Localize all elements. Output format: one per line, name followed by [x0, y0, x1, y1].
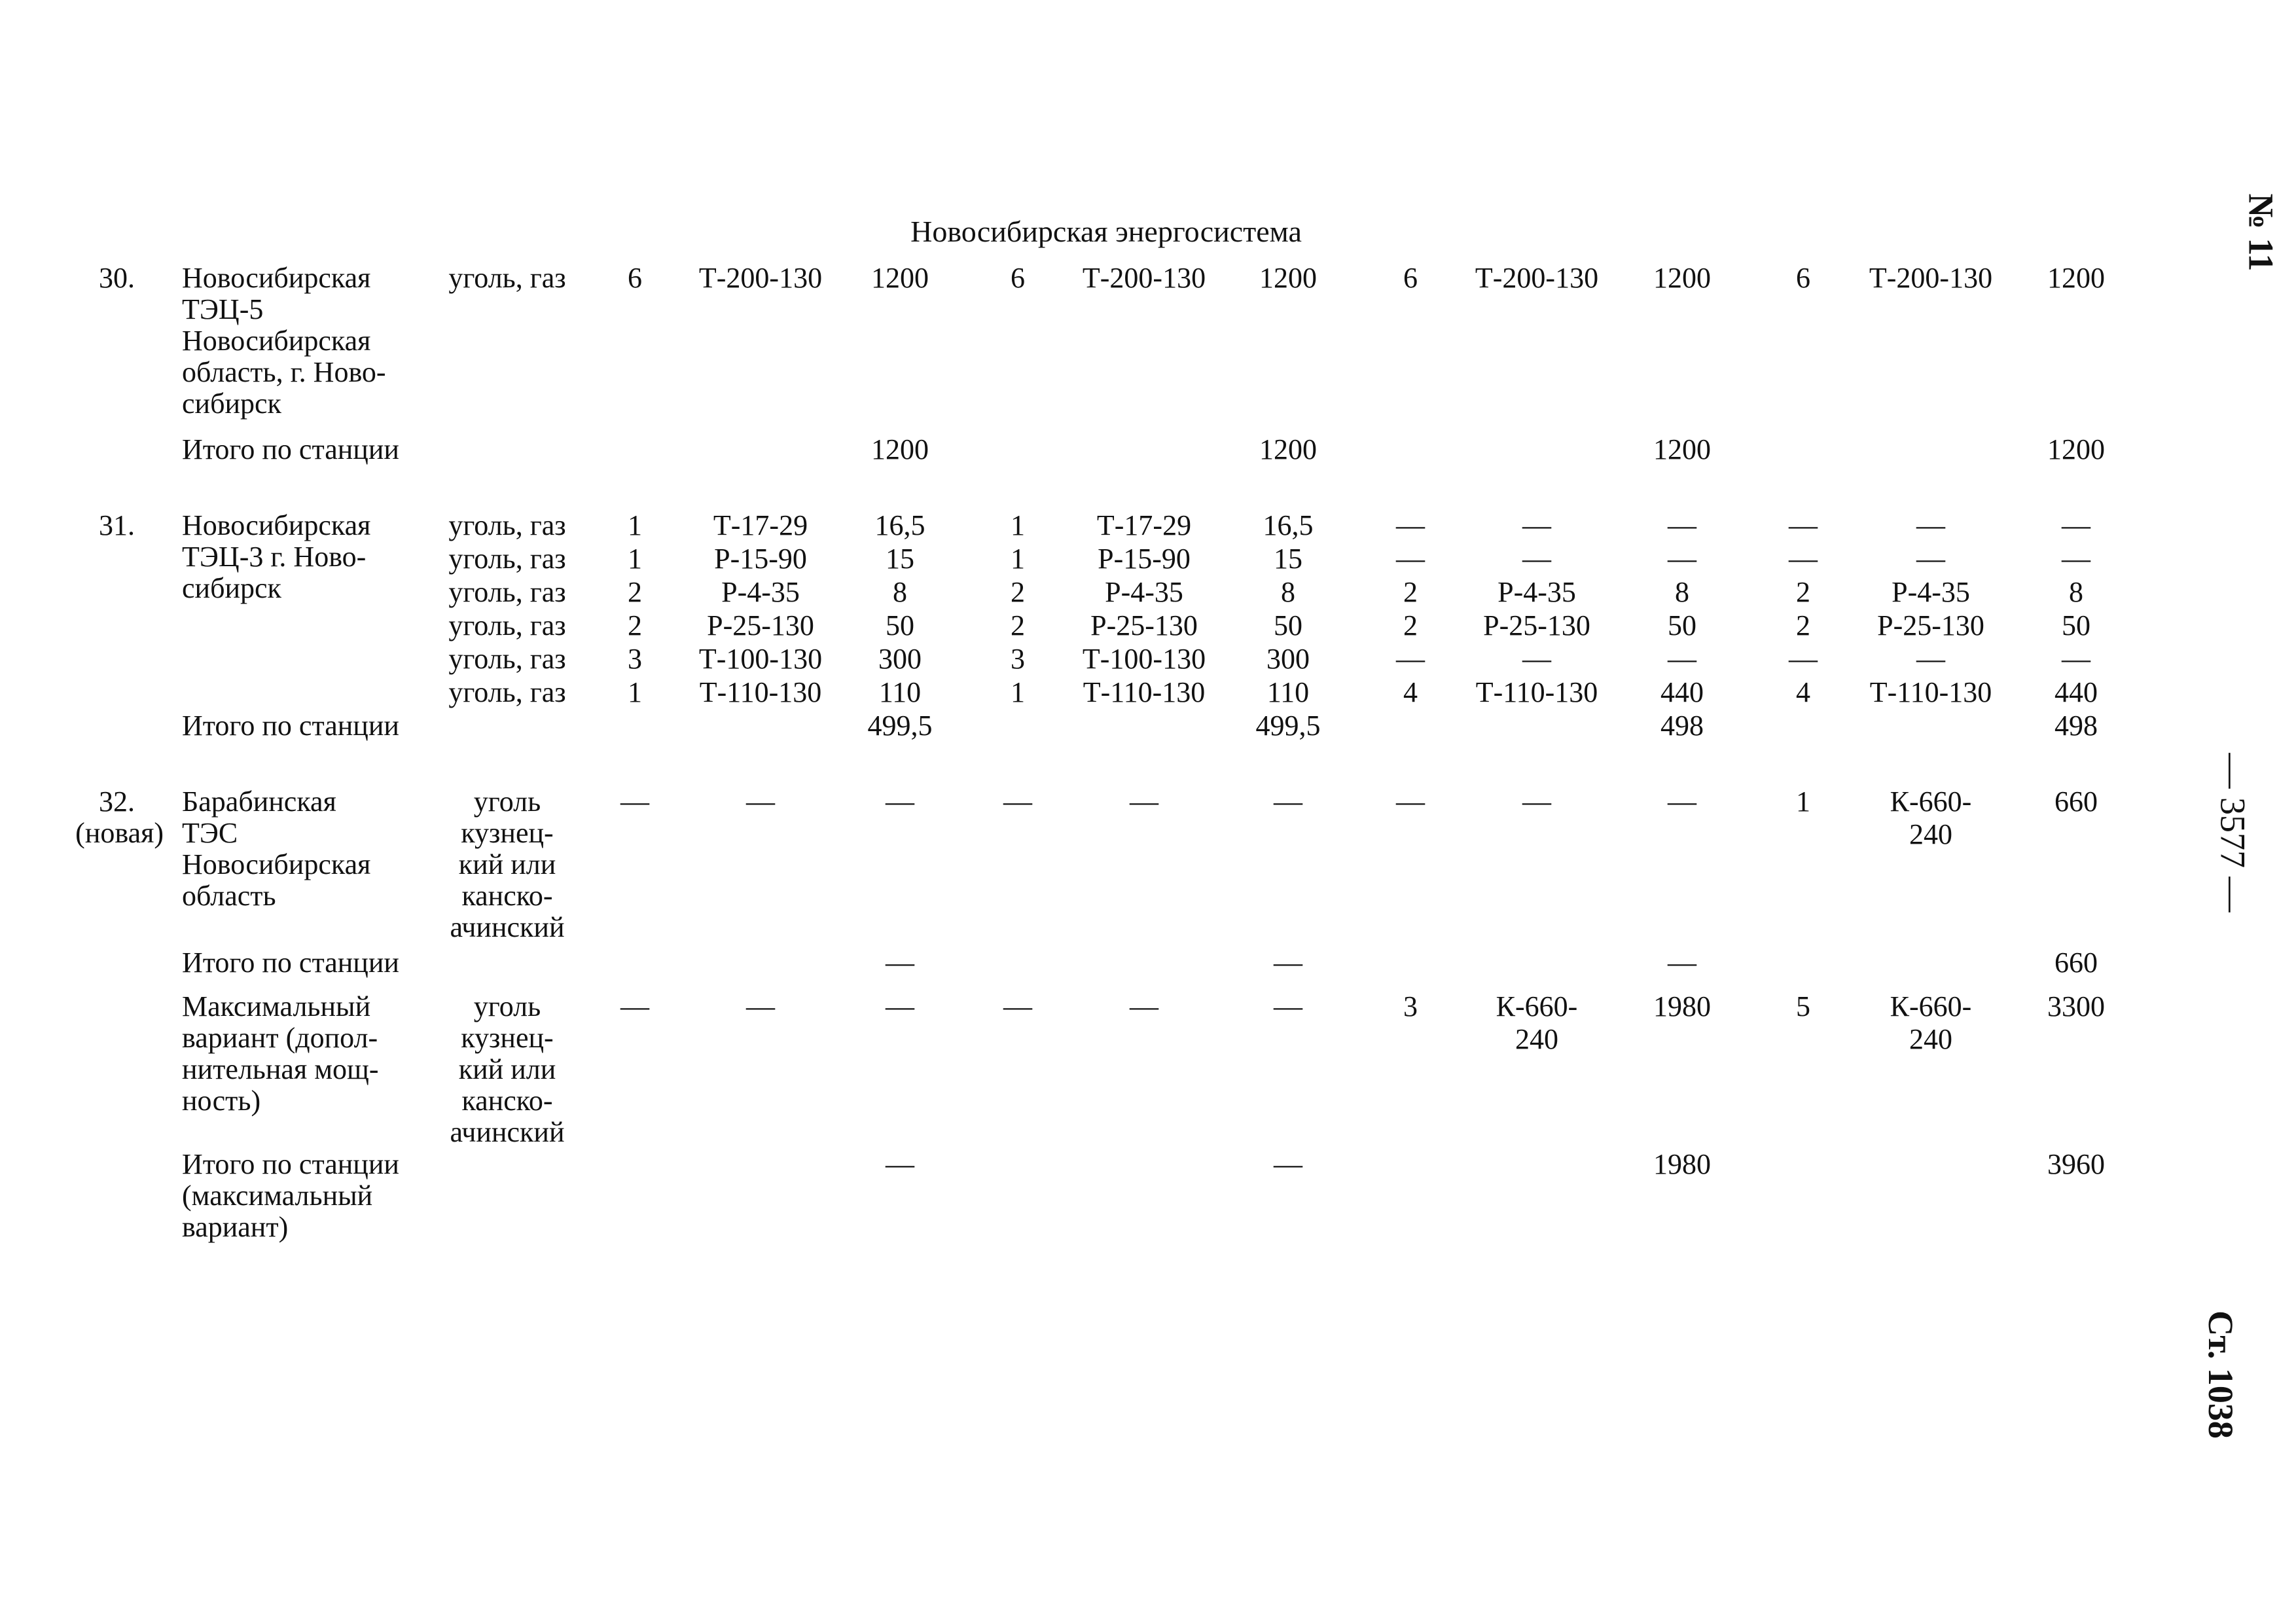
- turbine-c: —: [1522, 509, 1551, 541]
- turbine-c: —: [1522, 643, 1551, 675]
- turbine-a: Р-15-90: [714, 543, 807, 575]
- station-name-line: Новосибирская: [182, 325, 371, 357]
- capacity-a: 110: [878, 676, 922, 708]
- capacity-b: —: [1274, 947, 1302, 979]
- units-a: —: [620, 990, 649, 1022]
- capacity-b: 50: [1274, 609, 1302, 641]
- capacity-d: 3960: [2047, 1148, 2105, 1180]
- capacity-d: 498: [2054, 710, 2098, 742]
- capacity-b: 15: [1274, 543, 1302, 575]
- capacity-c: —: [1668, 509, 1696, 541]
- units-c: —: [1396, 543, 1425, 575]
- station-name-line: Итого по станции: [182, 710, 399, 742]
- page-number: — 3577 —: [2213, 753, 2253, 912]
- station-name-line: Новосибирская: [182, 262, 371, 294]
- capacity-a: 50: [886, 609, 914, 641]
- row-number-note: (новая): [75, 817, 164, 849]
- turbine-b: Р-15-90: [1098, 543, 1191, 575]
- capacity-a: —: [886, 1148, 914, 1180]
- units-c: 6: [1403, 262, 1418, 294]
- capacity-b: 499,5: [1255, 710, 1321, 742]
- units-a: 2: [628, 609, 642, 641]
- turbine-a: Р-4-35: [721, 576, 800, 608]
- units-b: 1: [1011, 509, 1025, 541]
- units-a: 3: [628, 643, 642, 675]
- units-c: —: [1396, 785, 1425, 818]
- row-number: 31.: [99, 509, 135, 541]
- capacity-c: —: [1668, 947, 1696, 979]
- turbine-d: К-660- 240: [1890, 785, 1972, 850]
- turbine-a: —: [746, 990, 775, 1022]
- fuel-type-line: уголь, газ: [448, 509, 566, 541]
- units-a: 1: [628, 543, 642, 575]
- capacity-b: —: [1274, 785, 1302, 818]
- capacity-c: —: [1668, 785, 1696, 818]
- units-a: 1: [628, 676, 642, 708]
- turbine-b: Т-100-130: [1082, 643, 1206, 675]
- turbine-b: —: [1130, 785, 1158, 818]
- units-b: —: [1003, 785, 1032, 818]
- turbine-d: Т-110-130: [1869, 676, 1992, 708]
- turbine-d: —: [1916, 509, 1945, 541]
- turbine-a: Р-25-130: [707, 609, 814, 641]
- turbine-d: Р-4-35: [1892, 576, 1970, 608]
- fuel-type-line: канско-: [461, 1085, 553, 1117]
- station-name-line: область, г. Ново-: [182, 356, 386, 388]
- units-d: 1: [1796, 785, 1810, 818]
- station-name-line: ность): [182, 1085, 261, 1117]
- capacity-d: 1200: [2047, 262, 2105, 294]
- row-number: 30.: [99, 262, 135, 294]
- units-a: 6: [628, 262, 642, 294]
- turbine-d: Т-200-130: [1869, 262, 1993, 294]
- turbine-a: Т-100-130: [698, 643, 823, 675]
- turbine-d: —: [1916, 543, 1945, 575]
- capacity-a: 300: [878, 643, 922, 675]
- station-name-line: Итого по станции: [182, 1148, 399, 1180]
- fuel-type-line: уголь, газ: [448, 643, 566, 675]
- fuel-type-line: кий или: [458, 848, 556, 880]
- turbine-c: Р-4-35: [1498, 576, 1576, 608]
- units-c: 2: [1403, 609, 1418, 641]
- turbine-c: Т-110-130: [1475, 676, 1598, 708]
- capacity-c: 1200: [1653, 262, 1711, 294]
- units-b: 3: [1011, 643, 1025, 675]
- turbine-c: К-660- 240: [1496, 990, 1578, 1055]
- capacity-a: 1200: [871, 433, 929, 465]
- capacity-a: —: [886, 990, 914, 1022]
- turbine-b: Т-110-130: [1083, 676, 1206, 708]
- fuel-type-line: ачинский: [450, 1116, 565, 1148]
- fuel-type-line: уголь: [473, 785, 541, 818]
- station-name-line: Новосибирская: [182, 848, 371, 880]
- units-d: 2: [1796, 609, 1810, 641]
- turbine-a: Т-110-130: [699, 676, 822, 708]
- capacity-b: 300: [1266, 643, 1310, 675]
- capacity-b: 8: [1281, 576, 1295, 608]
- fuel-type-line: кузнец-: [461, 817, 554, 849]
- capacity-d: 3300: [2047, 990, 2105, 1022]
- capacity-b: 1200: [1259, 262, 1317, 294]
- station-name-line: Барабинская: [182, 785, 336, 818]
- capacity-d: —: [2062, 643, 2090, 675]
- station-name-line: Максимальный: [182, 990, 371, 1022]
- station-name-line: вариант): [182, 1211, 289, 1243]
- units-d: 4: [1796, 676, 1810, 708]
- capacity-a: 499,5: [867, 710, 933, 742]
- units-b: 2: [1011, 609, 1025, 641]
- fuel-type-line: канско-: [461, 880, 553, 912]
- fuel-type-line: уголь, газ: [448, 609, 566, 641]
- capacity-d: 660: [2054, 947, 2098, 979]
- units-b: —: [1003, 990, 1032, 1022]
- capacity-c: 498: [1660, 710, 1704, 742]
- units-c: 3: [1403, 990, 1418, 1022]
- units-d: 6: [1796, 262, 1810, 294]
- fuel-type-line: кузнец-: [461, 1022, 554, 1054]
- capacity-d: 8: [2069, 576, 2083, 608]
- capacity-c: 8: [1675, 576, 1689, 608]
- fuel-type-line: уголь, газ: [448, 262, 566, 294]
- units-d: —: [1789, 509, 1818, 541]
- turbine-b: Р-4-35: [1105, 576, 1183, 608]
- capacity-d: 1200: [2047, 433, 2105, 465]
- capacity-c: —: [1668, 543, 1696, 575]
- capacity-d: 440: [2054, 676, 2098, 708]
- turbine-a: Т-200-130: [698, 262, 823, 294]
- capacity-c: 1980: [1653, 990, 1711, 1022]
- capacity-b: 110: [1266, 676, 1310, 708]
- capacity-b: —: [1274, 1148, 1302, 1180]
- units-b: 1: [1011, 676, 1025, 708]
- turbine-c: Т-200-130: [1475, 262, 1599, 294]
- station-name-line: (максимальный: [182, 1180, 373, 1212]
- turbine-d: Р-25-130: [1877, 609, 1984, 641]
- turbine-b: Т-17-29: [1096, 509, 1192, 541]
- row-number: 32.: [99, 785, 135, 818]
- units-b: 1: [1011, 543, 1025, 575]
- capacity-d: —: [2062, 543, 2090, 575]
- capacity-b: 16,5: [1263, 509, 1314, 541]
- turbine-b: Р-25-130: [1090, 609, 1198, 641]
- capacity-a: 16,5: [874, 509, 925, 541]
- turbine-b: Т-200-130: [1082, 262, 1206, 294]
- capacity-b: —: [1274, 990, 1302, 1022]
- fuel-type-line: ачинский: [450, 911, 565, 943]
- section-title: Новосибирская энергосистема: [910, 215, 1302, 248]
- turbine-c: —: [1522, 543, 1551, 575]
- station-name-line: Итого по станции: [182, 433, 399, 465]
- fuel-type-line: уголь: [473, 990, 541, 1022]
- station-name-line: Новосибирская: [182, 509, 371, 541]
- capacity-a: —: [886, 785, 914, 818]
- station-name-line: область: [182, 880, 276, 912]
- capacity-d: —: [2062, 509, 2090, 541]
- units-c: —: [1396, 643, 1425, 675]
- capacity-c: 440: [1660, 676, 1704, 708]
- units-c: 2: [1403, 576, 1418, 608]
- fuel-type-line: уголь, газ: [448, 576, 566, 608]
- station-name-line: Итого по станции: [182, 947, 399, 979]
- station-name-line: ТЭЦ-5: [182, 293, 264, 325]
- station-name-line: сибирск: [182, 572, 281, 604]
- units-d: —: [1789, 543, 1818, 575]
- station-name-line: нительная мощ-: [182, 1053, 379, 1085]
- capacity-b: 1200: [1259, 433, 1317, 465]
- capacity-a: 8: [893, 576, 907, 608]
- turbine-d: К-660- 240: [1890, 990, 1972, 1055]
- units-a: —: [620, 785, 649, 818]
- units-d: 2: [1796, 576, 1810, 608]
- article-number: Ст. 1038: [2200, 1310, 2240, 1439]
- capacity-d: 660: [2054, 785, 2098, 818]
- station-name-line: сибирск: [182, 388, 281, 420]
- units-d: —: [1789, 643, 1818, 675]
- units-b: 6: [1011, 262, 1025, 294]
- units-a: 2: [628, 576, 642, 608]
- capacity-d: 50: [2062, 609, 2090, 641]
- units-c: —: [1396, 509, 1425, 541]
- turbine-d: —: [1916, 643, 1945, 675]
- turbine-a: Т-17-29: [713, 509, 808, 541]
- turbine-b: —: [1130, 990, 1158, 1022]
- fuel-type-line: кий или: [458, 1053, 556, 1085]
- capacity-c: —: [1668, 643, 1696, 675]
- capacity-c: 1980: [1653, 1148, 1711, 1180]
- units-d: 5: [1796, 990, 1810, 1022]
- station-name-line: ТЭС: [182, 817, 238, 849]
- capacity-a: 1200: [871, 262, 929, 294]
- units-a: 1: [628, 509, 642, 541]
- station-name-line: вариант (допол-: [182, 1022, 378, 1054]
- turbine-c: Р-25-130: [1483, 609, 1590, 641]
- capacity-c: 1200: [1653, 433, 1711, 465]
- fuel-type-line: уголь, газ: [448, 676, 566, 708]
- capacity-c: 50: [1668, 609, 1696, 641]
- fuel-type-line: уголь, газ: [448, 543, 566, 575]
- capacity-a: 15: [886, 543, 914, 575]
- turbine-a: —: [746, 785, 775, 818]
- issue-number: № 11: [2241, 193, 2281, 272]
- units-c: 4: [1403, 676, 1418, 708]
- station-name-line: ТЭЦ-3 г. Ново-: [182, 541, 367, 573]
- turbine-c: —: [1522, 785, 1551, 818]
- units-b: 2: [1011, 576, 1025, 608]
- capacity-a: —: [886, 947, 914, 979]
